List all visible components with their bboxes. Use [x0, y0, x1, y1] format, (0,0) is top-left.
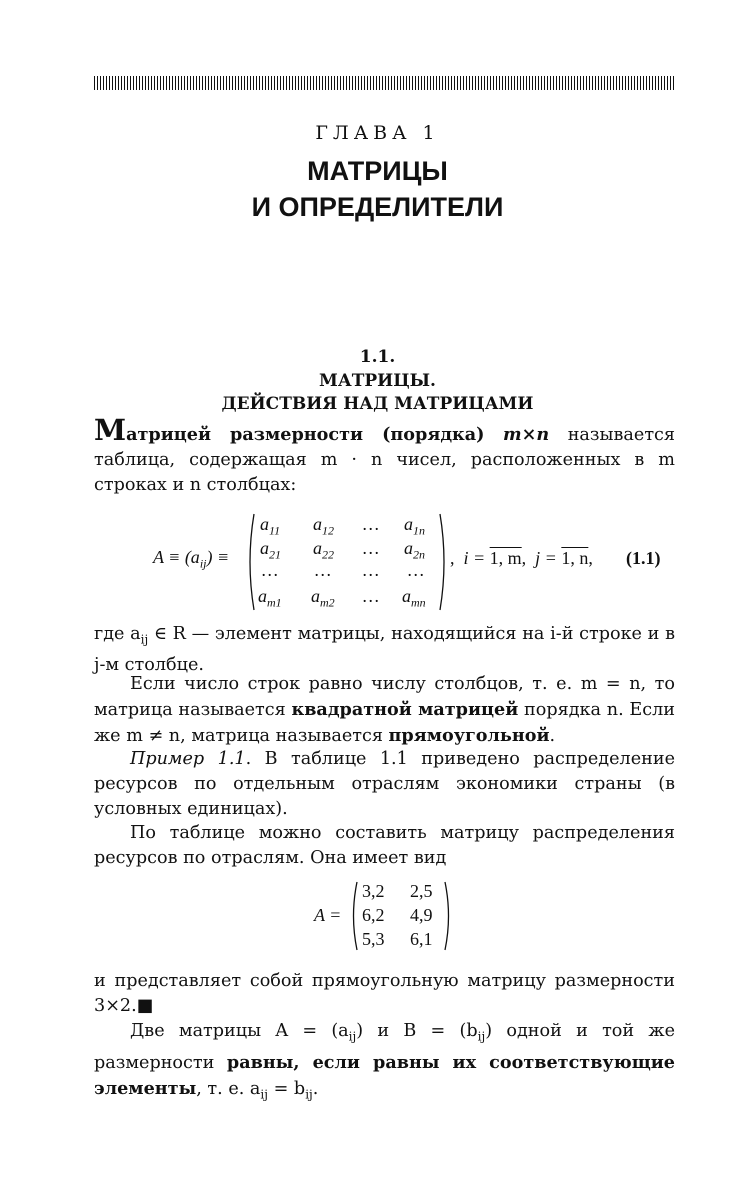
- end-of-example-mark: ■: [136, 996, 154, 1016]
- matrix-cell: 4,9: [410, 905, 433, 925]
- matrix-cell: $a_{11}$: [260, 514, 281, 538]
- paragraph-rectangular-conclusion: и представляет собой прямоугольную матрицу размерности 3×2.■: [94, 971, 675, 1016]
- equation-1-1-conditions: , i = 1, m, j = 1, n,: [450, 548, 593, 568]
- drop-cap: М: [94, 413, 127, 447]
- dimension-mxn: m×n: [503, 424, 550, 445]
- paragraph-example: Пример 1.1. В таблице 1.1 приведено распределение ресурсов по отдельным отраслям экономики страны (в условных единицах).: [94, 749, 675, 819]
- equation-2-lhs: A =: [314, 905, 342, 925]
- matrix-cell: 5,3: [362, 929, 385, 949]
- matrix-cell: $a_{22}$: [313, 538, 334, 562]
- example-label: Пример 1.1: [130, 749, 246, 769]
- matrix-cell: …: [315, 560, 332, 580]
- chapter-title: [0, 153, 755, 225]
- matrix-cell: $a_{21}$: [260, 538, 281, 562]
- header-hatch-rule: [94, 76, 675, 90]
- matrix-2-elements: [362, 881, 446, 953]
- equation-number-1-1: (1.1): [626, 548, 661, 568]
- chapter-title-line-1: МАТРИЦЫ: [307, 156, 448, 186]
- paragraph-square-matrix: Если число строк равно числу столбцов, т. е. m = n, то матрица называется квадратной матрицей порядка n. Если же m ≠ n, матрица называется прямоугольной.: [94, 674, 676, 746]
- paragraph-element-definition: где $a_{ij}$ ∈ R — элемент матрицы, находящийся на i-й строке и в j-м столбце.: [94, 624, 676, 675]
- matrix-cell: 2,5: [410, 881, 433, 901]
- matrix-cell: $a_{mn}$: [402, 586, 426, 610]
- matrix-cell: $a_{2n}$: [404, 538, 425, 562]
- matrix-cell: $a_{1n}$: [404, 514, 425, 538]
- term-matrix-dimension: атрицей размерности (порядка): [126, 424, 485, 445]
- term-square-matrix: квадратной матрицей: [291, 699, 519, 720]
- matrix-cell: …: [363, 560, 380, 580]
- matrix-cell: …: [408, 560, 425, 580]
- matrix-a-elements: [258, 514, 438, 612]
- matrix-cell: 6,1: [410, 929, 433, 949]
- matrix-cell: …: [262, 560, 279, 580]
- section-title-line-2: ДЕЙСТВИЯ НАД МАТРИЦАМИ: [221, 394, 534, 414]
- paragraph-matrix-equality: Две матрицы $A = (a_{ij})$ и $B = (b_{ij})$ одной и той же размерности равны, если равны их соответствующие элементы, т. е. $a_{ij} = b_{ij}$.: [94, 1021, 675, 1102]
- matrix-cell: …: [363, 586, 380, 606]
- term-equality: равны, если равны их соответствующие элементы: [94, 1051, 675, 1099]
- matrix-cell: $a_{m2}$: [311, 586, 335, 610]
- matrix-cell: $a_{m1}$: [258, 586, 282, 610]
- term-rectangular: прямоугольной: [388, 725, 550, 746]
- matrix-cell: 3,2: [362, 881, 385, 901]
- paragraph-definition: [94, 413, 676, 498]
- matrix-cell: 6,2: [362, 905, 385, 925]
- section-title-line-1: МАТРИЦЫ.: [319, 371, 436, 391]
- chapter-label: ГЛАВА 1: [315, 122, 440, 144]
- section-number: 1.1.: [359, 347, 396, 367]
- matrix-cell: …: [363, 514, 380, 534]
- paragraph-matrix-intro: По таблице можно составить матрицу распределения ресурсов по отраслям. Она имеет вид: [94, 823, 675, 868]
- section-title: [0, 370, 755, 416]
- chapter-title-line-2: И ОПРЕДЕЛИТЕЛИ: [251, 192, 504, 222]
- definition-text: называется таблица, содержащая m · n чисел, расположенных в m строках и n столбцах:: [94, 425, 676, 495]
- equation-1-1-lhs: $A \equiv (a_{ij})$ ≡: [153, 547, 230, 571]
- matrix-cell: $a_{12}$: [313, 514, 334, 538]
- matrix-cell: …: [363, 538, 380, 558]
